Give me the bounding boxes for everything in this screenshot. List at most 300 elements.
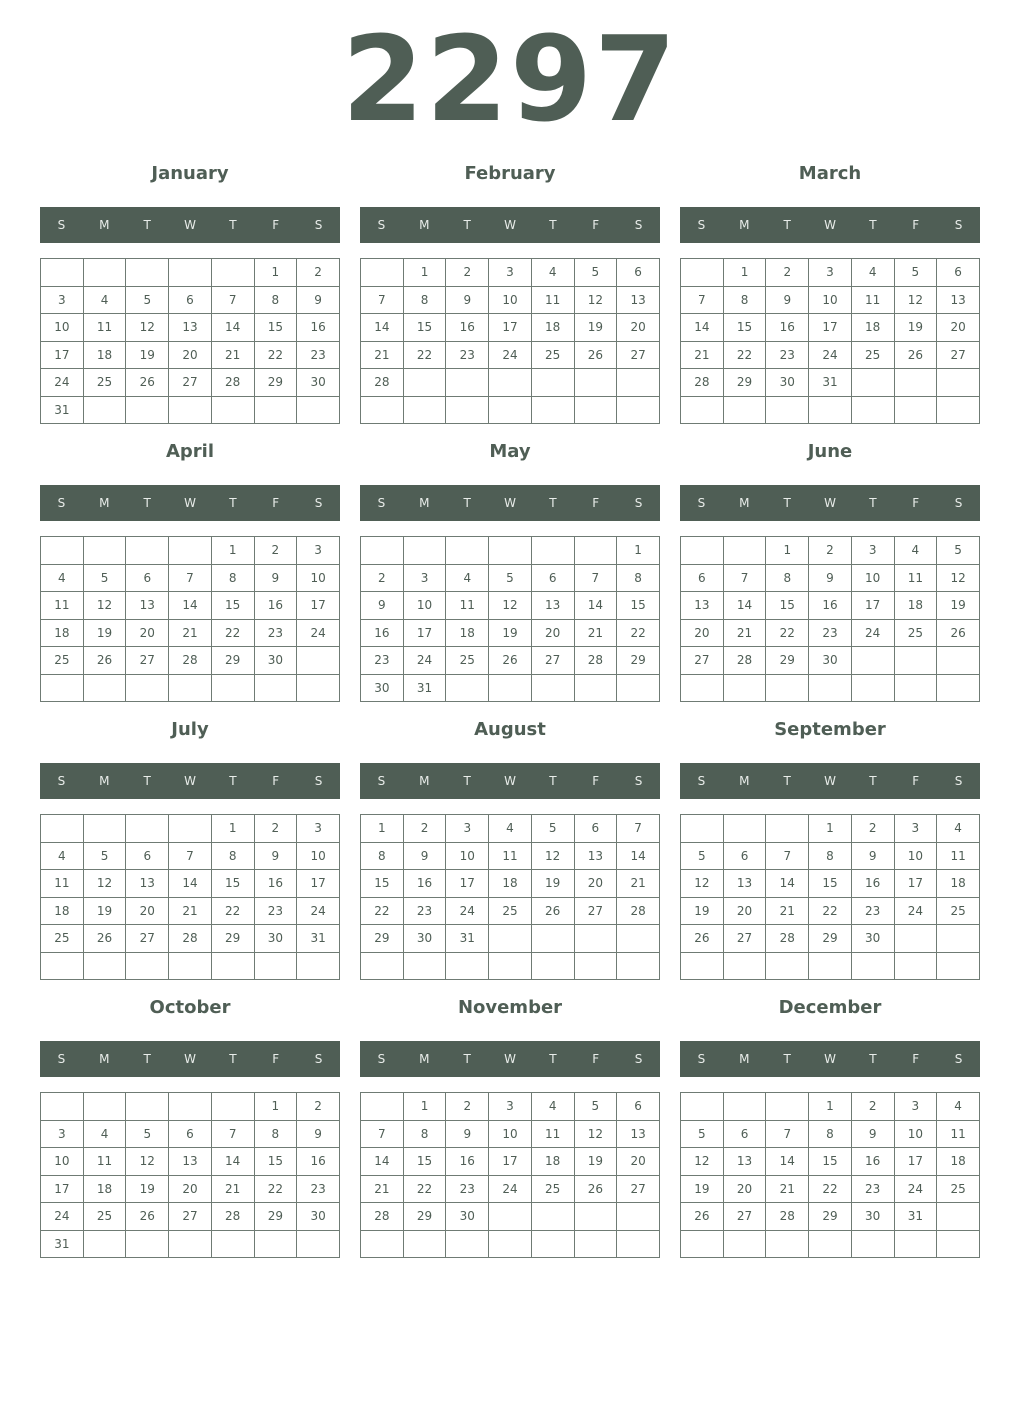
day-cell[interactable]: 4: [41, 564, 84, 592]
day-cell[interactable]: 12: [126, 1148, 169, 1176]
day-cell[interactable]: 4: [531, 259, 574, 287]
day-cell[interactable]: 14: [766, 870, 809, 898]
day-cell[interactable]: 2: [851, 815, 894, 843]
day-cell[interactable]: 20: [937, 314, 980, 342]
day-cell[interactable]: 7: [617, 815, 660, 843]
day-cell[interactable]: 23: [851, 1175, 894, 1203]
day-cell[interactable]: 22: [254, 341, 297, 369]
day-cell[interactable]: 20: [617, 1148, 660, 1176]
day-cell[interactable]: 14: [681, 314, 724, 342]
day-cell[interactable]: 2: [254, 815, 297, 843]
day-cell[interactable]: 7: [766, 1120, 809, 1148]
day-cell[interactable]: 27: [681, 647, 724, 675]
day-cell[interactable]: 24: [851, 619, 894, 647]
day-cell[interactable]: 27: [723, 1203, 766, 1231]
day-cell[interactable]: 20: [723, 897, 766, 925]
day-cell[interactable]: 3: [809, 259, 852, 287]
day-cell[interactable]: 15: [617, 592, 660, 620]
day-cell[interactable]: 31: [446, 925, 489, 953]
day-cell[interactable]: 16: [809, 592, 852, 620]
day-cell[interactable]: 19: [681, 1175, 724, 1203]
day-cell[interactable]: 17: [297, 592, 340, 620]
day-cell[interactable]: 9: [361, 592, 404, 620]
day-cell[interactable]: 23: [254, 619, 297, 647]
day-cell[interactable]: 21: [766, 1175, 809, 1203]
day-cell[interactable]: 16: [403, 870, 446, 898]
day-cell[interactable]: 31: [894, 1203, 937, 1231]
day-cell[interactable]: 19: [83, 897, 126, 925]
day-cell[interactable]: 13: [574, 842, 617, 870]
day-cell[interactable]: 13: [681, 592, 724, 620]
day-cell[interactable]: 19: [574, 314, 617, 342]
day-cell[interactable]: 1: [254, 1093, 297, 1121]
day-cell[interactable]: 6: [169, 1120, 212, 1148]
day-cell[interactable]: 11: [41, 870, 84, 898]
day-cell[interactable]: 21: [766, 897, 809, 925]
day-cell[interactable]: 18: [83, 1175, 126, 1203]
day-cell[interactable]: 6: [723, 842, 766, 870]
day-cell[interactable]: 2: [254, 537, 297, 565]
day-cell[interactable]: 29: [617, 647, 660, 675]
day-cell[interactable]: 25: [489, 897, 532, 925]
day-cell[interactable]: 12: [574, 1120, 617, 1148]
day-cell[interactable]: 15: [766, 592, 809, 620]
day-cell[interactable]: 6: [723, 1120, 766, 1148]
day-cell[interactable]: 16: [254, 870, 297, 898]
day-cell[interactable]: 28: [574, 647, 617, 675]
day-cell[interactable]: 8: [211, 564, 254, 592]
day-cell[interactable]: 13: [169, 314, 212, 342]
day-cell[interactable]: 28: [723, 647, 766, 675]
day-cell[interactable]: 29: [723, 369, 766, 397]
day-cell[interactable]: 11: [41, 592, 84, 620]
day-cell[interactable]: 6: [617, 1093, 660, 1121]
day-cell[interactable]: 26: [574, 341, 617, 369]
day-cell[interactable]: 15: [809, 870, 852, 898]
day-cell[interactable]: 21: [617, 870, 660, 898]
day-cell[interactable]: 26: [937, 619, 980, 647]
day-cell[interactable]: 30: [361, 674, 404, 702]
day-cell[interactable]: 12: [681, 1148, 724, 1176]
day-cell[interactable]: 19: [531, 870, 574, 898]
day-cell[interactable]: 6: [169, 286, 212, 314]
day-cell[interactable]: 12: [489, 592, 532, 620]
day-cell[interactable]: 28: [211, 1203, 254, 1231]
day-cell[interactable]: 31: [403, 674, 446, 702]
day-cell[interactable]: 8: [809, 842, 852, 870]
day-cell[interactable]: 21: [211, 1175, 254, 1203]
day-cell[interactable]: 14: [361, 314, 404, 342]
day-cell[interactable]: 20: [617, 314, 660, 342]
day-cell[interactable]: 8: [617, 564, 660, 592]
day-cell[interactable]: 7: [169, 842, 212, 870]
day-cell[interactable]: 6: [937, 259, 980, 287]
day-cell[interactable]: 25: [937, 897, 980, 925]
day-cell[interactable]: 15: [254, 314, 297, 342]
day-cell[interactable]: 4: [83, 1120, 126, 1148]
day-cell[interactable]: 10: [809, 286, 852, 314]
day-cell[interactable]: 15: [723, 314, 766, 342]
day-cell[interactable]: 27: [617, 341, 660, 369]
day-cell[interactable]: 14: [574, 592, 617, 620]
day-cell[interactable]: 3: [446, 815, 489, 843]
day-cell[interactable]: 2: [361, 564, 404, 592]
day-cell[interactable]: 30: [851, 1203, 894, 1231]
day-cell[interactable]: 2: [766, 259, 809, 287]
day-cell[interactable]: 9: [851, 842, 894, 870]
day-cell[interactable]: 30: [809, 647, 852, 675]
day-cell[interactable]: 9: [766, 286, 809, 314]
day-cell[interactable]: 28: [361, 1203, 404, 1231]
day-cell[interactable]: 29: [809, 925, 852, 953]
day-cell[interactable]: 9: [254, 842, 297, 870]
day-cell[interactable]: 16: [297, 1148, 340, 1176]
day-cell[interactable]: 21: [723, 619, 766, 647]
day-cell[interactable]: 5: [937, 537, 980, 565]
day-cell[interactable]: 23: [809, 619, 852, 647]
day-cell[interactable]: 21: [681, 341, 724, 369]
day-cell[interactable]: 22: [766, 619, 809, 647]
day-cell[interactable]: 25: [531, 341, 574, 369]
day-cell[interactable]: 3: [297, 815, 340, 843]
day-cell[interactable]: 15: [361, 870, 404, 898]
day-cell[interactable]: 23: [851, 897, 894, 925]
day-cell[interactable]: 29: [254, 1203, 297, 1231]
day-cell[interactable]: 17: [489, 1148, 532, 1176]
day-cell[interactable]: 11: [489, 842, 532, 870]
day-cell[interactable]: 24: [41, 1203, 84, 1231]
day-cell[interactable]: 5: [681, 1120, 724, 1148]
day-cell[interactable]: 29: [809, 1203, 852, 1231]
day-cell[interactable]: 27: [531, 647, 574, 675]
day-cell[interactable]: 7: [169, 564, 212, 592]
day-cell[interactable]: 25: [446, 647, 489, 675]
day-cell[interactable]: 10: [41, 1148, 84, 1176]
day-cell[interactable]: 4: [83, 286, 126, 314]
day-cell[interactable]: 28: [617, 897, 660, 925]
day-cell[interactable]: 18: [937, 1148, 980, 1176]
day-cell[interactable]: 25: [937, 1175, 980, 1203]
day-cell[interactable]: 22: [403, 341, 446, 369]
day-cell[interactable]: 25: [851, 341, 894, 369]
day-cell[interactable]: 16: [851, 870, 894, 898]
day-cell[interactable]: 2: [446, 259, 489, 287]
day-cell[interactable]: 7: [211, 1120, 254, 1148]
day-cell[interactable]: 27: [169, 369, 212, 397]
day-cell[interactable]: 3: [403, 564, 446, 592]
day-cell[interactable]: 11: [894, 564, 937, 592]
day-cell[interactable]: 20: [723, 1175, 766, 1203]
day-cell[interactable]: 12: [937, 564, 980, 592]
day-cell[interactable]: 21: [361, 1175, 404, 1203]
day-cell[interactable]: 20: [531, 619, 574, 647]
day-cell[interactable]: 19: [489, 619, 532, 647]
day-cell[interactable]: 23: [297, 341, 340, 369]
day-cell[interactable]: 27: [169, 1203, 212, 1231]
day-cell[interactable]: 11: [83, 1148, 126, 1176]
day-cell[interactable]: 25: [41, 925, 84, 953]
day-cell[interactable]: 26: [681, 1203, 724, 1231]
day-cell[interactable]: 22: [211, 619, 254, 647]
day-cell[interactable]: 16: [361, 619, 404, 647]
day-cell[interactable]: 6: [617, 259, 660, 287]
day-cell[interactable]: 8: [403, 286, 446, 314]
day-cell[interactable]: 18: [446, 619, 489, 647]
day-cell[interactable]: 27: [937, 341, 980, 369]
day-cell[interactable]: 6: [681, 564, 724, 592]
day-cell[interactable]: 11: [446, 592, 489, 620]
day-cell[interactable]: 15: [211, 870, 254, 898]
day-cell[interactable]: 30: [851, 925, 894, 953]
day-cell[interactable]: 9: [403, 842, 446, 870]
day-cell[interactable]: 6: [531, 564, 574, 592]
day-cell[interactable]: 4: [489, 815, 532, 843]
day-cell[interactable]: 28: [211, 369, 254, 397]
day-cell[interactable]: 8: [211, 842, 254, 870]
day-cell[interactable]: 10: [894, 842, 937, 870]
day-cell[interactable]: 13: [617, 1120, 660, 1148]
day-cell[interactable]: 8: [254, 1120, 297, 1148]
day-cell[interactable]: 29: [211, 925, 254, 953]
day-cell[interactable]: 27: [723, 925, 766, 953]
day-cell[interactable]: 19: [126, 341, 169, 369]
day-cell[interactable]: 31: [809, 369, 852, 397]
day-cell[interactable]: 23: [254, 897, 297, 925]
day-cell[interactable]: 28: [681, 369, 724, 397]
day-cell[interactable]: 8: [766, 564, 809, 592]
day-cell[interactable]: 27: [617, 1175, 660, 1203]
day-cell[interactable]: 19: [681, 897, 724, 925]
day-cell[interactable]: 21: [169, 897, 212, 925]
day-cell[interactable]: 29: [361, 925, 404, 953]
day-cell[interactable]: 14: [723, 592, 766, 620]
day-cell[interactable]: 28: [766, 925, 809, 953]
day-cell[interactable]: 19: [126, 1175, 169, 1203]
day-cell[interactable]: 29: [211, 647, 254, 675]
day-cell[interactable]: 20: [574, 870, 617, 898]
day-cell[interactable]: 10: [41, 314, 84, 342]
day-cell[interactable]: 29: [766, 647, 809, 675]
day-cell[interactable]: 10: [489, 1120, 532, 1148]
day-cell[interactable]: 14: [361, 1148, 404, 1176]
day-cell[interactable]: 7: [723, 564, 766, 592]
day-cell[interactable]: 25: [531, 1175, 574, 1203]
day-cell[interactable]: 15: [211, 592, 254, 620]
day-cell[interactable]: 30: [766, 369, 809, 397]
day-cell[interactable]: 21: [361, 341, 404, 369]
day-cell[interactable]: 17: [297, 870, 340, 898]
day-cell[interactable]: 1: [617, 537, 660, 565]
day-cell[interactable]: 20: [169, 341, 212, 369]
day-cell[interactable]: 26: [531, 897, 574, 925]
day-cell[interactable]: 30: [403, 925, 446, 953]
day-cell[interactable]: 6: [126, 564, 169, 592]
day-cell[interactable]: 5: [531, 815, 574, 843]
day-cell[interactable]: 15: [403, 314, 446, 342]
day-cell[interactable]: 8: [403, 1120, 446, 1148]
day-cell[interactable]: 20: [681, 619, 724, 647]
day-cell[interactable]: 5: [83, 842, 126, 870]
day-cell[interactable]: 10: [297, 564, 340, 592]
day-cell[interactable]: 2: [297, 1093, 340, 1121]
day-cell[interactable]: 28: [169, 647, 212, 675]
day-cell[interactable]: 16: [254, 592, 297, 620]
day-cell[interactable]: 18: [41, 897, 84, 925]
day-cell[interactable]: 4: [446, 564, 489, 592]
day-cell[interactable]: 1: [403, 1093, 446, 1121]
day-cell[interactable]: 24: [403, 647, 446, 675]
day-cell[interactable]: 27: [574, 897, 617, 925]
day-cell[interactable]: 27: [126, 647, 169, 675]
day-cell[interactable]: 13: [723, 1148, 766, 1176]
day-cell[interactable]: 24: [446, 897, 489, 925]
day-cell[interactable]: 30: [254, 925, 297, 953]
day-cell[interactable]: 5: [574, 1093, 617, 1121]
day-cell[interactable]: 14: [211, 1148, 254, 1176]
day-cell[interactable]: 9: [446, 286, 489, 314]
day-cell[interactable]: 5: [681, 842, 724, 870]
day-cell[interactable]: 15: [809, 1148, 852, 1176]
day-cell[interactable]: 9: [446, 1120, 489, 1148]
day-cell[interactable]: 11: [531, 1120, 574, 1148]
day-cell[interactable]: 8: [254, 286, 297, 314]
day-cell[interactable]: 3: [41, 1120, 84, 1148]
day-cell[interactable]: 6: [126, 842, 169, 870]
day-cell[interactable]: 19: [894, 314, 937, 342]
day-cell[interactable]: 10: [403, 592, 446, 620]
day-cell[interactable]: 25: [83, 369, 126, 397]
day-cell[interactable]: 14: [169, 870, 212, 898]
day-cell[interactable]: 10: [446, 842, 489, 870]
day-cell[interactable]: 5: [489, 564, 532, 592]
day-cell[interactable]: 21: [211, 341, 254, 369]
day-cell[interactable]: 1: [361, 815, 404, 843]
day-cell[interactable]: 18: [851, 314, 894, 342]
day-cell[interactable]: 23: [297, 1175, 340, 1203]
day-cell[interactable]: 17: [894, 870, 937, 898]
day-cell[interactable]: 2: [809, 537, 852, 565]
day-cell[interactable]: 26: [83, 647, 126, 675]
day-cell[interactable]: 9: [809, 564, 852, 592]
day-cell[interactable]: 23: [361, 647, 404, 675]
day-cell[interactable]: 5: [574, 259, 617, 287]
day-cell[interactable]: 1: [211, 537, 254, 565]
day-cell[interactable]: 22: [254, 1175, 297, 1203]
day-cell[interactable]: 26: [126, 1203, 169, 1231]
day-cell[interactable]: 22: [361, 897, 404, 925]
day-cell[interactable]: 11: [531, 286, 574, 314]
day-cell[interactable]: 16: [851, 1148, 894, 1176]
day-cell[interactable]: 1: [809, 815, 852, 843]
day-cell[interactable]: 12: [531, 842, 574, 870]
day-cell[interactable]: 26: [83, 925, 126, 953]
day-cell[interactable]: 24: [809, 341, 852, 369]
day-cell[interactable]: 7: [361, 286, 404, 314]
day-cell[interactable]: 14: [617, 842, 660, 870]
day-cell[interactable]: 22: [211, 897, 254, 925]
day-cell[interactable]: 1: [254, 259, 297, 287]
day-cell[interactable]: 20: [126, 619, 169, 647]
day-cell[interactable]: 18: [531, 1148, 574, 1176]
day-cell[interactable]: 1: [723, 259, 766, 287]
day-cell[interactable]: 24: [297, 897, 340, 925]
day-cell[interactable]: 30: [297, 369, 340, 397]
day-cell[interactable]: 26: [894, 341, 937, 369]
day-cell[interactable]: 26: [489, 647, 532, 675]
day-cell[interactable]: 2: [446, 1093, 489, 1121]
day-cell[interactable]: 18: [937, 870, 980, 898]
day-cell[interactable]: 22: [403, 1175, 446, 1203]
day-cell[interactable]: 17: [41, 1175, 84, 1203]
day-cell[interactable]: 8: [361, 842, 404, 870]
day-cell[interactable]: 31: [297, 925, 340, 953]
day-cell[interactable]: 5: [894, 259, 937, 287]
day-cell[interactable]: 23: [766, 341, 809, 369]
day-cell[interactable]: 28: [361, 369, 404, 397]
day-cell[interactable]: 17: [894, 1148, 937, 1176]
day-cell[interactable]: 1: [809, 1093, 852, 1121]
day-cell[interactable]: 17: [809, 314, 852, 342]
day-cell[interactable]: 3: [41, 286, 84, 314]
day-cell[interactable]: 28: [169, 925, 212, 953]
day-cell[interactable]: 14: [211, 314, 254, 342]
day-cell[interactable]: 30: [297, 1203, 340, 1231]
day-cell[interactable]: 13: [723, 870, 766, 898]
day-cell[interactable]: 24: [489, 341, 532, 369]
day-cell[interactable]: 12: [681, 870, 724, 898]
day-cell[interactable]: 31: [41, 1230, 84, 1258]
day-cell[interactable]: 7: [574, 564, 617, 592]
day-cell[interactable]: 18: [489, 870, 532, 898]
day-cell[interactable]: 14: [766, 1148, 809, 1176]
day-cell[interactable]: 18: [894, 592, 937, 620]
day-cell[interactable]: 7: [361, 1120, 404, 1148]
day-cell[interactable]: 24: [894, 897, 937, 925]
day-cell[interactable]: 15: [254, 1148, 297, 1176]
day-cell[interactable]: 2: [851, 1093, 894, 1121]
day-cell[interactable]: 4: [41, 842, 84, 870]
day-cell[interactable]: 4: [851, 259, 894, 287]
day-cell[interactable]: 3: [894, 815, 937, 843]
day-cell[interactable]: 11: [851, 286, 894, 314]
day-cell[interactable]: 9: [851, 1120, 894, 1148]
day-cell[interactable]: 27: [126, 925, 169, 953]
day-cell[interactable]: 4: [531, 1093, 574, 1121]
day-cell[interactable]: 14: [169, 592, 212, 620]
day-cell[interactable]: 13: [126, 870, 169, 898]
day-cell[interactable]: 29: [254, 369, 297, 397]
day-cell[interactable]: 24: [41, 369, 84, 397]
day-cell[interactable]: 16: [446, 314, 489, 342]
day-cell[interactable]: 13: [169, 1148, 212, 1176]
day-cell[interactable]: 22: [809, 897, 852, 925]
day-cell[interactable]: 4: [894, 537, 937, 565]
day-cell[interactable]: 26: [574, 1175, 617, 1203]
day-cell[interactable]: 9: [297, 1120, 340, 1148]
day-cell[interactable]: 17: [41, 341, 84, 369]
day-cell[interactable]: 23: [446, 341, 489, 369]
day-cell[interactable]: 17: [403, 619, 446, 647]
day-cell[interactable]: 1: [403, 259, 446, 287]
day-cell[interactable]: 19: [83, 619, 126, 647]
day-cell[interactable]: 8: [809, 1120, 852, 1148]
day-cell[interactable]: 13: [126, 592, 169, 620]
day-cell[interactable]: 11: [937, 842, 980, 870]
day-cell[interactable]: 24: [894, 1175, 937, 1203]
day-cell[interactable]: 3: [489, 1093, 532, 1121]
day-cell[interactable]: 17: [489, 314, 532, 342]
day-cell[interactable]: 12: [894, 286, 937, 314]
